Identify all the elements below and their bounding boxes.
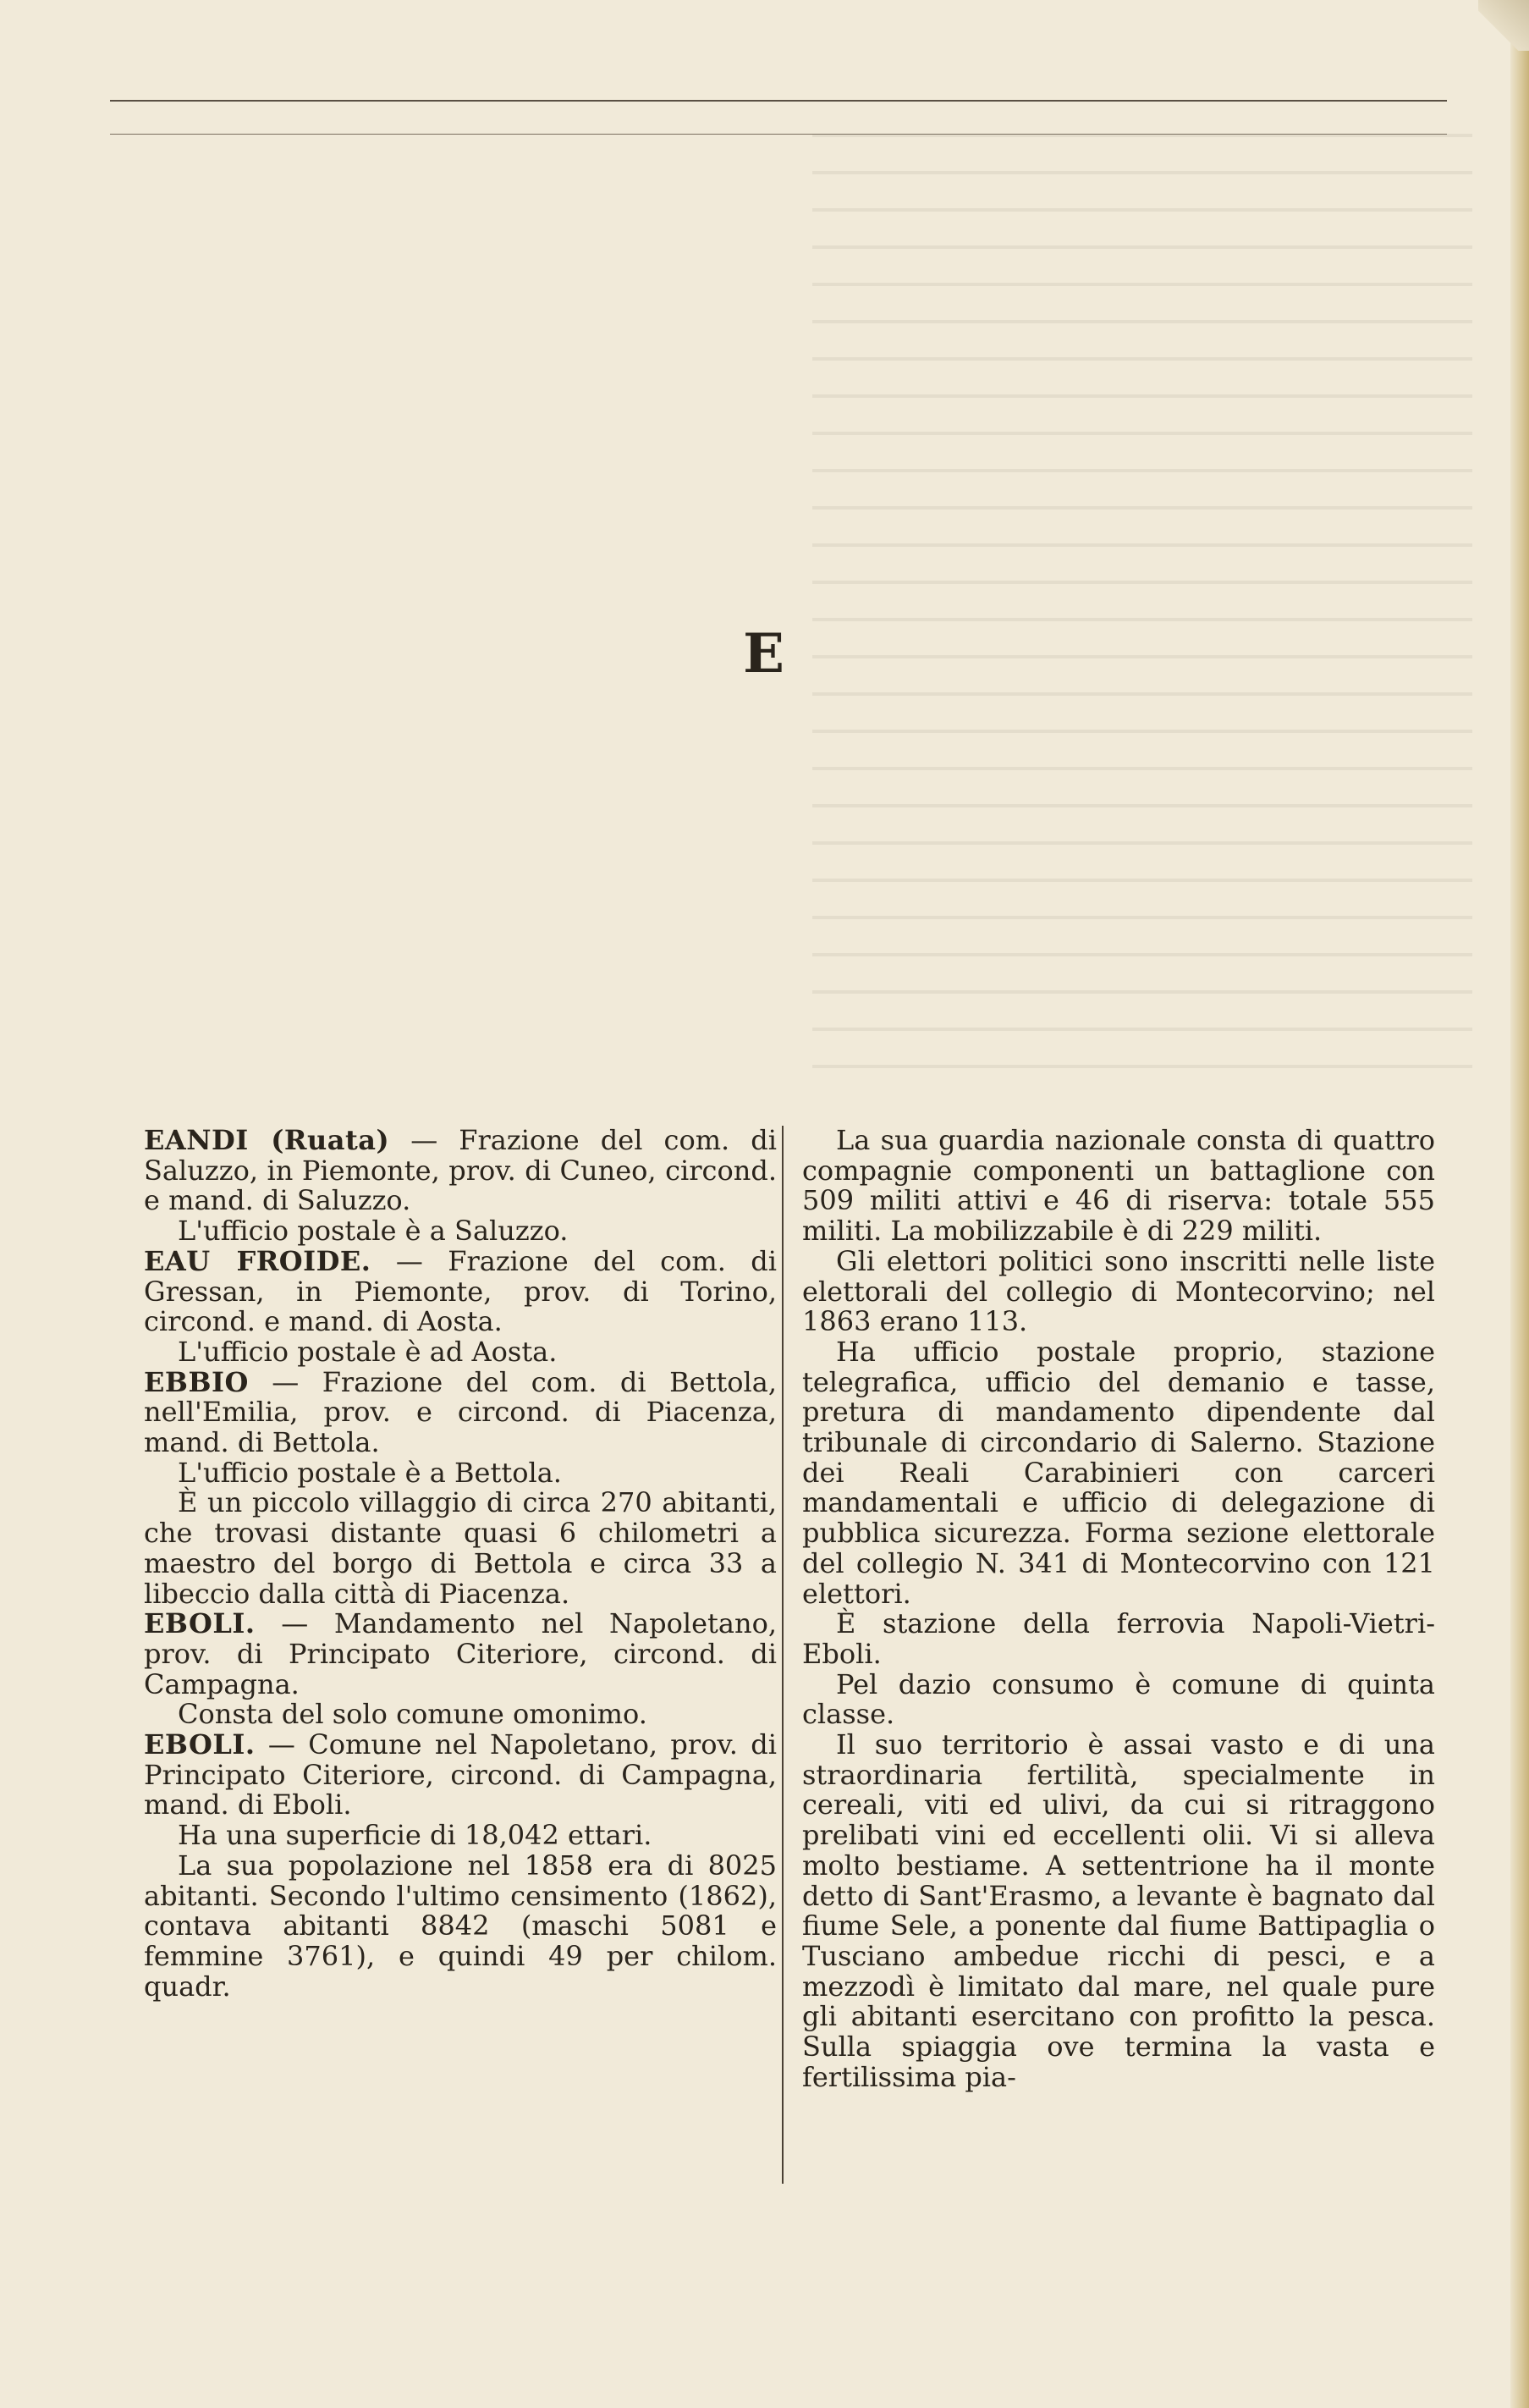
- entry-headword: EBBIO: [144, 1365, 249, 1398]
- bleed-through-text: [812, 110, 1472, 1083]
- left-column: [144, 1126, 777, 2002]
- entry-text: — Frazione del com. di Gressan, in Piemonte, prov. di Torino, circond. e mand. di Aosta.: [144, 1244, 778, 1338]
- header-rule: [110, 100, 1447, 102]
- entry-text: — Frazione del com. di Bettola, nell'Emilia, prov. e circond. di Piacenza, mand. di Bettola.: [144, 1365, 777, 1459]
- entry-eboli-comune: [144, 1730, 777, 1821]
- entry-headword: EBOLI.: [144, 1607, 256, 1640]
- entry-post: L'ufficio postale è a Saluzzo.: [178, 1215, 569, 1248]
- paragraph-railway: È stazione della ferrovia Napoli-Vietri-Eboli.: [802, 1607, 1435, 1670]
- entry-text: — Comune nel Napoletano, prov. di Principato Citeriore, circond. di Campagna, mand. di Eboli.: [144, 1728, 777, 1821]
- entry-headword: EBOLI.: [144, 1728, 256, 1761]
- entry-ebbio: [144, 1365, 777, 1459]
- entry-text: — Mandamento nel Napoletano, prov. di Principato Citeriore, circond. di Campagna.: [144, 1607, 777, 1700]
- paragraph-offices: Ha ufficio postale proprio, stazione telegrafica, ufficio del demanio e tasse, pretura di mandamento dipendente dal tribunale di circondario di Salerno. Stazione dei Reali Carabinieri con carceri mandamentali e ufficio di delegazione di pubblica sicurezza. Forma sezione elettorale del collegio N. 341 di Montecorvino con 121 elettori.: [802, 1335, 1435, 1610]
- entry-area: Ha una superficie di 18,042 ettari.: [178, 1819, 652, 1852]
- paragraph-duty: Pel dazio consumo è comune di quinta classe.: [802, 1667, 1435, 1731]
- entry-headword: EAU FROIDE.: [144, 1244, 371, 1277]
- column-divider: [782, 1126, 784, 2184]
- entry-description: Consta del solo comune omonimo.: [178, 1698, 647, 1731]
- paragraph-territory: Il suo territorio è assai vasto e di una straordinaria fertilità, specialmente in cereali, viti ed ulivi, da cui si ritraggono prelibati vini ed eccellenti olii. Vi si alleva molto bestiame. A settentrione ha il monte detto di Sant'Erasmo, a levante è bagnato dal fiume Sele, a ponente dal fiume Battipaglia o Tusciano ambedue ricchi di pesci, e a mezzodì è limitato dal mare, nel quale pure gli abitanti esercitano con profitto la pesca. Sulla spiaggia ove termina la vasta e fertilissima pia-: [802, 1728, 1435, 2093]
- entry-headword: EANDI (Ruata): [144, 1124, 390, 1156]
- entry-eandi: [144, 1126, 777, 1216]
- page-corner-fold: [1478, 0, 1529, 51]
- entry-population: La sua popolazione nel 1858 era di 8025 abitanti. Secondo l'ultimo censimento (1862), contava abitanti 8842 (maschi 5081 e femmine 3761), e quindi 49 per chilom. quadr.: [144, 1849, 777, 2003]
- entry-description: È un piccolo villaggio di circa 270 abitanti, che trovasi distante quasi 6 chilometri a maestro del borgo di Bettola e circa 33 a libeccio dalla città di Piacenza.: [144, 1486, 777, 1610]
- paragraph-national-guard: La sua guardia nazionale consta di quattro compagnie componenti un battaglione con 509 militi attivi e 46 di riserva: totale 555 militi. La mobilizzabile è di 229 militi.: [802, 1124, 1435, 1248]
- entry-text: — Frazione del com. di Saluzzo, in Piemonte, prov. di Cuneo, circond. e mand. di Saluzzo.: [144, 1124, 778, 1217]
- section-letter: E: [743, 622, 786, 686]
- page-edge: [1510, 0, 1529, 2408]
- entry-eau-froide: [144, 1244, 778, 1338]
- header-rule-secondary: [110, 134, 1447, 135]
- entry-eboli-mandamento: [144, 1609, 777, 1700]
- entry-post: L'ufficio postale è a Bettola.: [178, 1456, 562, 1489]
- entry-post: L'ufficio postale è ad Aosta.: [178, 1335, 558, 1368]
- right-column: [802, 1126, 1435, 2093]
- paragraph-electors: Gli elettori politici sono inscritti nelle liste elettorali del collegio di Montecorvino; nel 1863 erano 113.: [802, 1244, 1435, 1338]
